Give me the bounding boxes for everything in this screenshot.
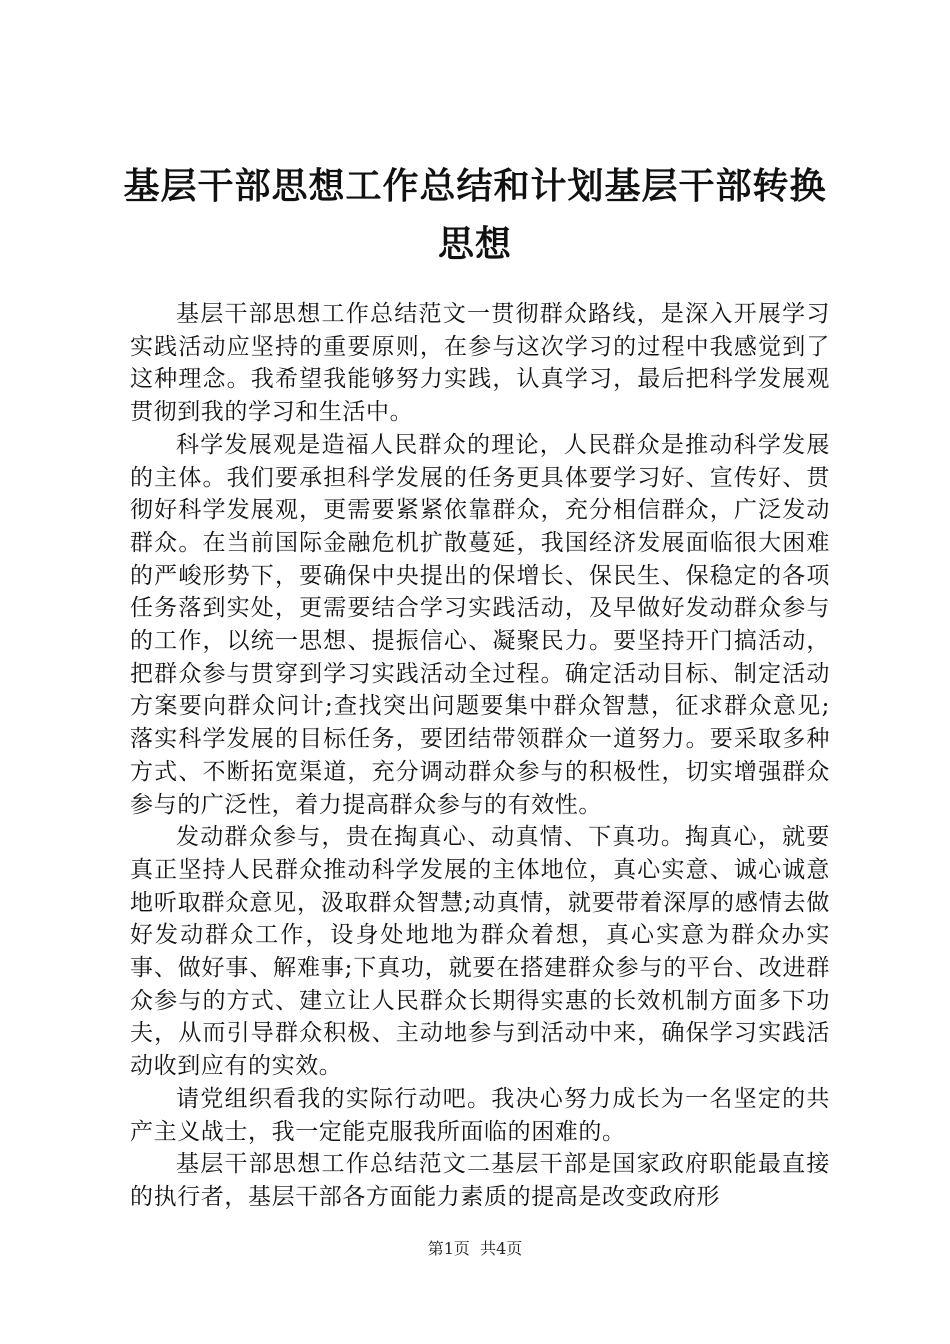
paragraph: 基层干部思想工作总结范文二基层干部是国家政府职能最直接的执行者，基层干部各方面能力素质的提高是改变政府形 bbox=[130, 1151, 830, 1210]
paragraph: 发动群众参与，贵在掏真心、动真情、下真功。掏真心，就要真正坚持人民群众推动科学发展的主体地位，真心实意、诚心诚意地听取群众意见，汲取群众智慧;动真情，就要带着深厚的感情去做好发动群众工作，设身处地地为群众着想，真心实意为群众办实事、做好事、解难事;下真功，就要在搭建群众参与的平台、改进群众参与的方式、建立让人民群众长期得实惠的长效机制方面多下功夫，从而引导群众积极、主动地参与到活动中来，确保学习实践活动收到应有的实效。 bbox=[130, 824, 830, 1080]
document-title: 基层干部思想工作总结和计划基层干部转换思想 bbox=[123, 166, 827, 265]
document-body bbox=[130, 298, 830, 1214]
paragraph: 请党组织看我的实际行动吧。我决心努力成长为一名坚定的共产主义战士，我一定能克服我所面临的困难的。 bbox=[130, 1085, 830, 1145]
paragraph: 基层干部思想工作总结范文一贯彻群众路线，是深入开展学习实践活动应坚持的重要原则，在参与这次学习的过程中我感觉到了这种理念。我希望我能够努力实践，认真学习，最后把科学发展观贯彻到我的学习和生活中。 bbox=[130, 301, 830, 426]
page-number: 第1页 共4页 bbox=[427, 1239, 523, 1258]
paragraph: 科学发展观是造福人民群众的理论，人民群众是推动科学发展的主体。我们要承担科学发展的任务更具体要学习好、宣传好、贯彻好科学发展观，更需要紧紧依靠群众，充分相信群众，广泛发动群众。在当前国际金融危机扩散蔓延，我国经济发展面临很大困难的严峻形势下，要确保中央提出的保增长、保民生、保稳定的各项任务落到实处，更需要结合学习实践活动，及早做好发动群众参与的工作，以统一思想、提振信心、凝聚民力。要坚持开门搞活动，把群众参与贯穿到学习实践活动全过程。确定活动目标、制定活动方案要向群众问计;查找突出问题要集中群众智慧，征求群众意见;落实科学发展的目标任务，要团结带领群众一道努力。要采取多种方式、不断拓宽渠道，充分调动群众参与的积极性，切实增强群众参与的广泛性，着力提高群众参与的有效性。 bbox=[130, 431, 830, 818]
page-footer bbox=[0, 1238, 950, 1260]
